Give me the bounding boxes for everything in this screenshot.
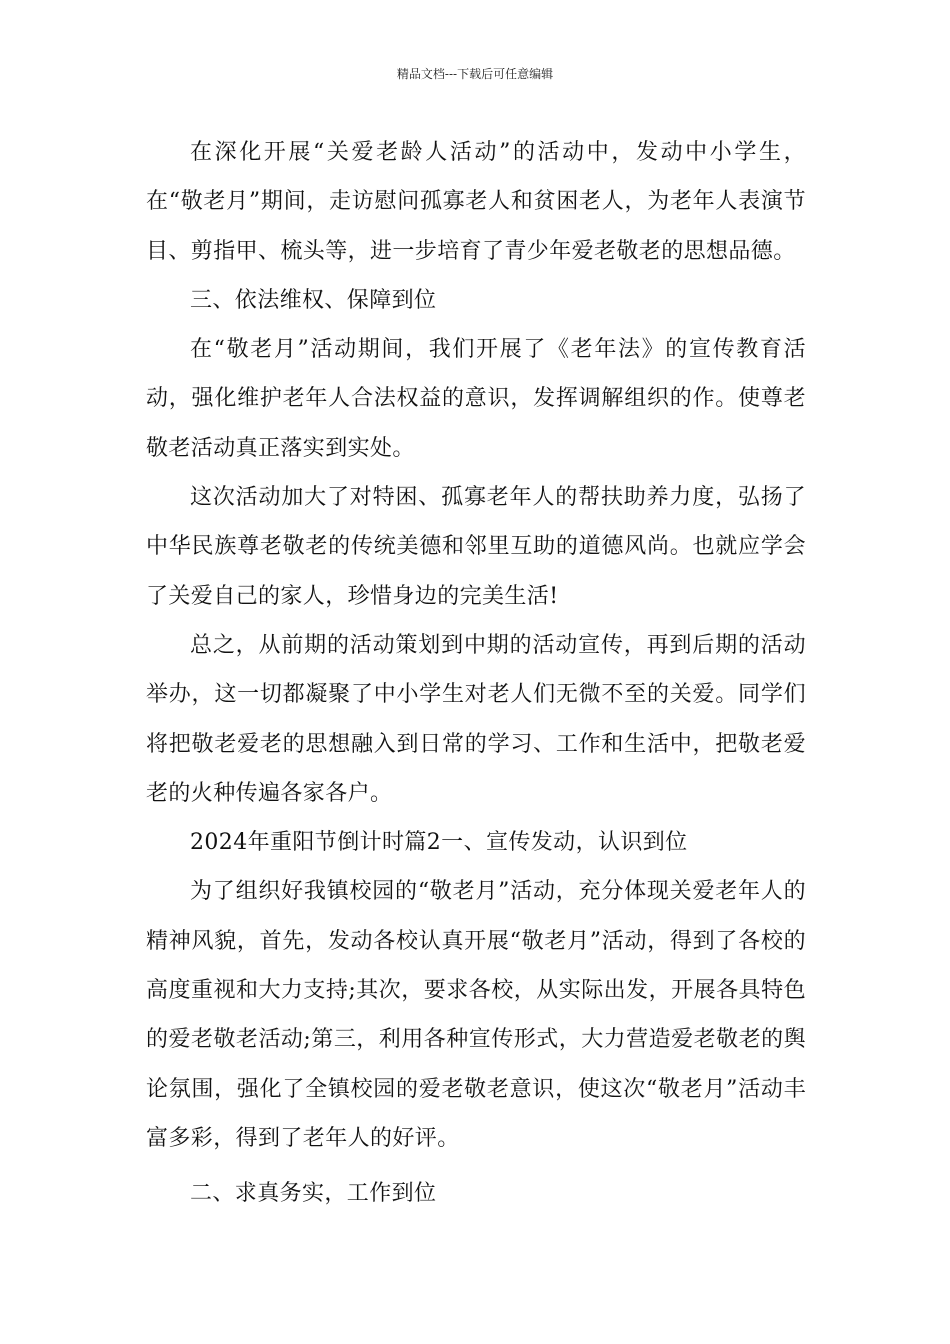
page-header: 精品文档---下载后可任意编辑 xyxy=(396,67,554,81)
document-body xyxy=(146,128,806,1219)
section-heading-3: 三、依法维权、保障到位 xyxy=(190,287,437,313)
paragraph-organization: 为了组织好我镇校园的“敬老月”活动，充分体现关爱老年人的精神风貌，首先，发动各校认真开展“敬老月”活动，得到了各校的高度重视和大力支持;其次，要求各校，从实际出发，开展各具特色的爱老敬老活动;第三，利用各种宣传形式，大力营造爱老敬老的舆论氛围，强化了全镇校园的爱老敬老意识，使这次“敬老月”活动丰富多彩，得到了老年人的好评。 xyxy=(146,879,806,1151)
paragraph-care-activity: 在深化开展“关爱老龄人活动”的活动中，发动中小学生，在“敬老月”期间，走访慰问孤寡老人和贫困老人，为老年人表演节目、剪指甲、梳头等，进一步培育了青少年爱老敬老的思想品德。 xyxy=(146,140,806,264)
section-heading-2: 二、求真务实，工作到位 xyxy=(190,1181,437,1207)
paragraph-assistance: 这次活动加大了对特困、孤寡老年人的帮扶助养力度，弘扬了中华民族尊老敬老的传统美德和邻里互助的道德风尚。也就应学会了关爱自己的家人，珍惜身边的完美生活! xyxy=(146,485,806,609)
paragraph-law-publicity: 在“敬老月”活动期间，我们开展了《老年法》的宣传教育活动，强化维护老年人合法权益的意识，发挥调解组织的作。使尊老敬老活动真正落实到实处。 xyxy=(146,337,806,461)
paragraph-summary: 总之，从前期的活动策划到中期的活动宣传，再到后期的活动举办，这一切都凝聚了中小学生对老人们无微不至的关爱。同学们将把敬老爱老的思想融入到日常的学习、工作和生活中，把敬老爱老的火种传遍各家各户。 xyxy=(146,632,806,806)
article-2-heading: 2024年重阳节倒计时篇2一、宣传发动，认识到位 xyxy=(190,830,688,856)
